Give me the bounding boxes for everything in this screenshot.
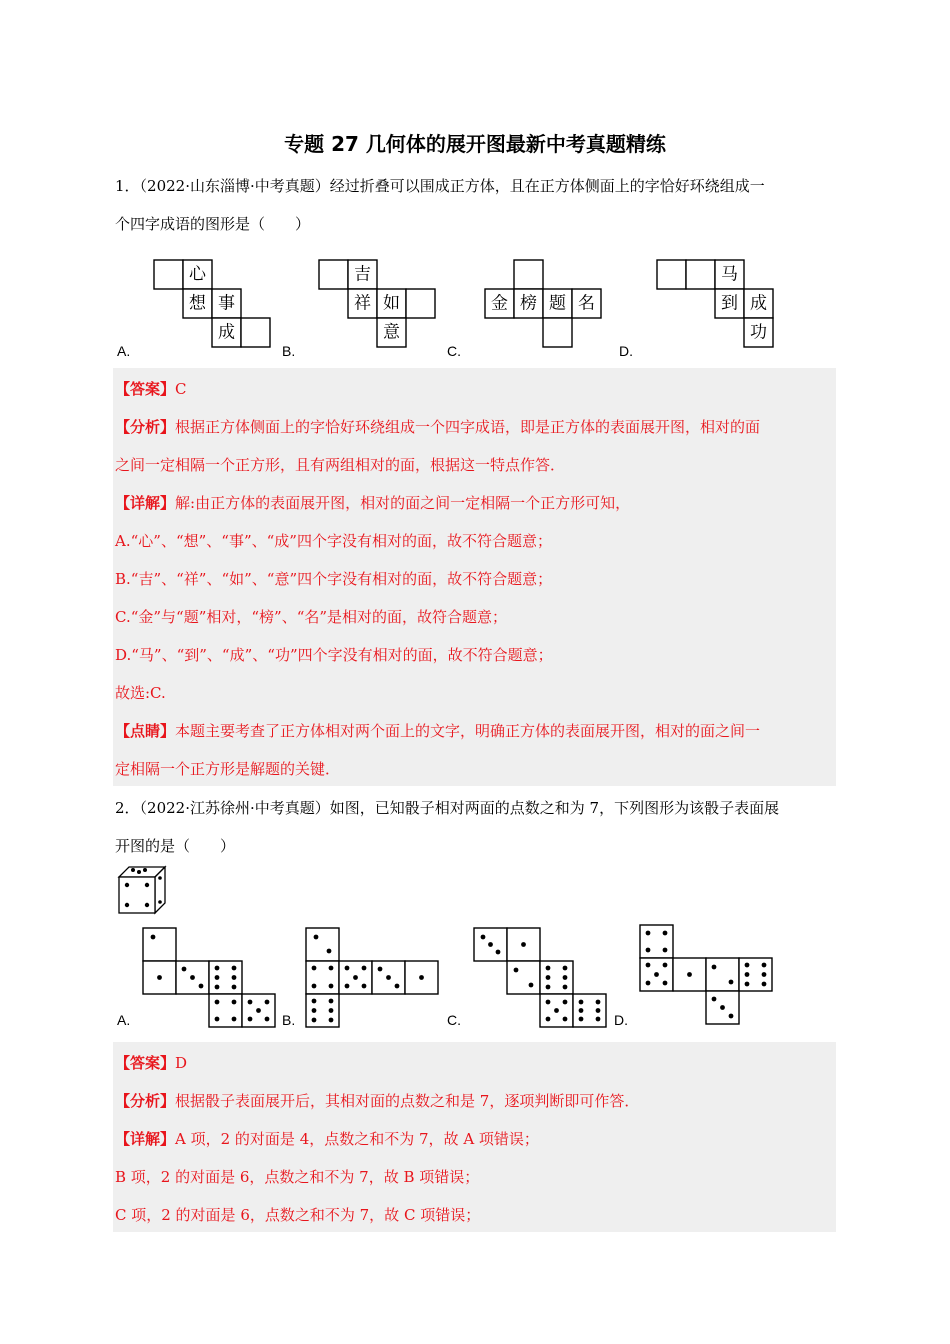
q1-option-d-label: D.: [619, 343, 633, 359]
cube-face-char: 到: [721, 293, 738, 314]
detail-text: A 项，2 的对面是 4，点数之和不为 7，故 A 项错误；: [175, 1130, 539, 1148]
q1-choose-line: 故选:C.: [115, 684, 166, 702]
q1-option-a-figure: [154, 260, 274, 350]
cube-face-char: 名: [578, 293, 595, 314]
question-2-text-line-1: 2．（2022·江苏徐州·中考真题）如图，已知骰子相对两面的点数之和为 7，下列图形为该骰子表面展: [115, 799, 780, 817]
q1-option-c-label: C.: [447, 343, 461, 359]
q1-detail-c-line: C.“金”与“题”相对，“榜”、“名”是相对的面，故符合题意；: [115, 608, 508, 626]
cube-face-char: 榜: [520, 293, 537, 314]
q2-detail-line: [115, 1129, 840, 1149]
comment-tag: 【点睛】: [115, 722, 176, 740]
answer-value: C: [175, 380, 187, 398]
comment-text: 本题主要考查了正方体相对两个面上的文字，明确正方体的表面展开图，相对的面之间一: [175, 722, 761, 740]
q2-option-c-figure: [474, 928, 609, 1028]
page-title: 专题 27 几何体的展开图最新中考真题精练: [284, 132, 666, 156]
answer-tag: 【答案】: [115, 1054, 176, 1072]
q2-option-c-label: C.: [447, 1012, 461, 1028]
cube-face-char: 想: [189, 293, 206, 314]
q1-answer-line: [115, 379, 840, 399]
cube-face-char: 吉: [354, 264, 371, 285]
q1-detail-line: [115, 493, 840, 513]
cube-face-char: 成: [218, 322, 235, 343]
analysis-tag: 【分析】: [115, 418, 176, 436]
cube-face-char: 题: [549, 293, 566, 314]
question-1-text-line-2: 个四字成语的图形是（ ）: [115, 215, 311, 233]
q1-analysis-line-2: 之间一定相隔一个正方形，且有两组相对的面，根据这一特点作答．: [115, 456, 566, 474]
q2-option-d-figure: [640, 925, 775, 1025]
cube-face-char: 意: [383, 322, 400, 343]
q2-option-a-label: A.: [117, 1012, 131, 1028]
q1-detail-b-line: B.“吉”、“祥”、“如”、“意”四个字没有相对的面，故不符合题意；: [115, 570, 553, 588]
question-1-text-line-1: 1．（2022·山东淄博·中考真题）经过折叠可以围成正方体，且在正方体侧面上的字恰好环绕组成一: [115, 177, 765, 195]
q2-option-b-figure: [306, 928, 441, 1028]
q2-analysis-line: [115, 1091, 840, 1111]
q2-detail-c-line: C 项，2 的对面是 6，点数之和不为 7，故 C 项错误；: [115, 1206, 481, 1224]
cube-face-char: 如: [383, 293, 400, 314]
analysis-tag: 【分析】: [115, 1092, 176, 1110]
cube-face-char: 心: [189, 264, 206, 285]
q1-option-a-label: A.: [117, 343, 131, 359]
detail-tag: 【详解】: [115, 1130, 176, 1148]
q1-comment-line-2: 定相隔一个正方形是解题的关键．: [115, 760, 341, 778]
answer-tag: 【答案】: [115, 380, 176, 398]
cube-face-char: 事: [218, 293, 235, 314]
cube-face-char: 金: [491, 293, 508, 314]
q2-option-b-label: B.: [282, 1012, 296, 1028]
question-2-text-line-2: 开图的是（ ）: [115, 837, 236, 855]
q1-analysis-line-1: [115, 417, 840, 437]
analysis-text: 根据正方体侧面上的字恰好环绕组成一个四字成语，即是正方体的表面展开图，相对的面: [175, 418, 761, 436]
q1-option-b-figure: [319, 260, 439, 350]
cube-face-char: 成: [750, 293, 767, 314]
q1-option-d-figure: [657, 260, 777, 350]
q2-detail-b-line: B 项，2 的对面是 6，点数之和不为 7，故 B 项错误；: [115, 1168, 480, 1186]
q1-option-b-label: B.: [282, 343, 296, 359]
cube-face-char: 马: [721, 264, 738, 285]
detail-tag: 【详解】: [115, 494, 176, 512]
analysis-text: 根据骰子表面展开后，其相对面的点数之和是 7，逐项判断即可作答．: [175, 1092, 640, 1110]
q2-answer-line: [115, 1053, 840, 1073]
dice-3d-figure: [116, 864, 168, 916]
q2-option-a-figure: [143, 928, 278, 1028]
q1-option-c-figure: [485, 260, 605, 350]
q1-detail-d-line: D.“马”、“到”、“成”、“功”四个字没有相对的面，故不符合题意；: [115, 646, 553, 664]
cube-face-char: 功: [750, 322, 767, 343]
cube-face-char: 祥: [354, 293, 371, 314]
detail-text: 解:由正方体的表面展开图，相对的面之间一定相隔一个正方形可知，: [175, 494, 631, 512]
q1-detail-a-line: A.“心”、“想”、“事”、“成”四个字没有相对的面，故不符合题意；: [115, 532, 552, 550]
q1-comment-line-1: [115, 721, 840, 741]
q2-option-d-label: D.: [614, 1012, 628, 1028]
answer-value: D: [175, 1054, 188, 1072]
